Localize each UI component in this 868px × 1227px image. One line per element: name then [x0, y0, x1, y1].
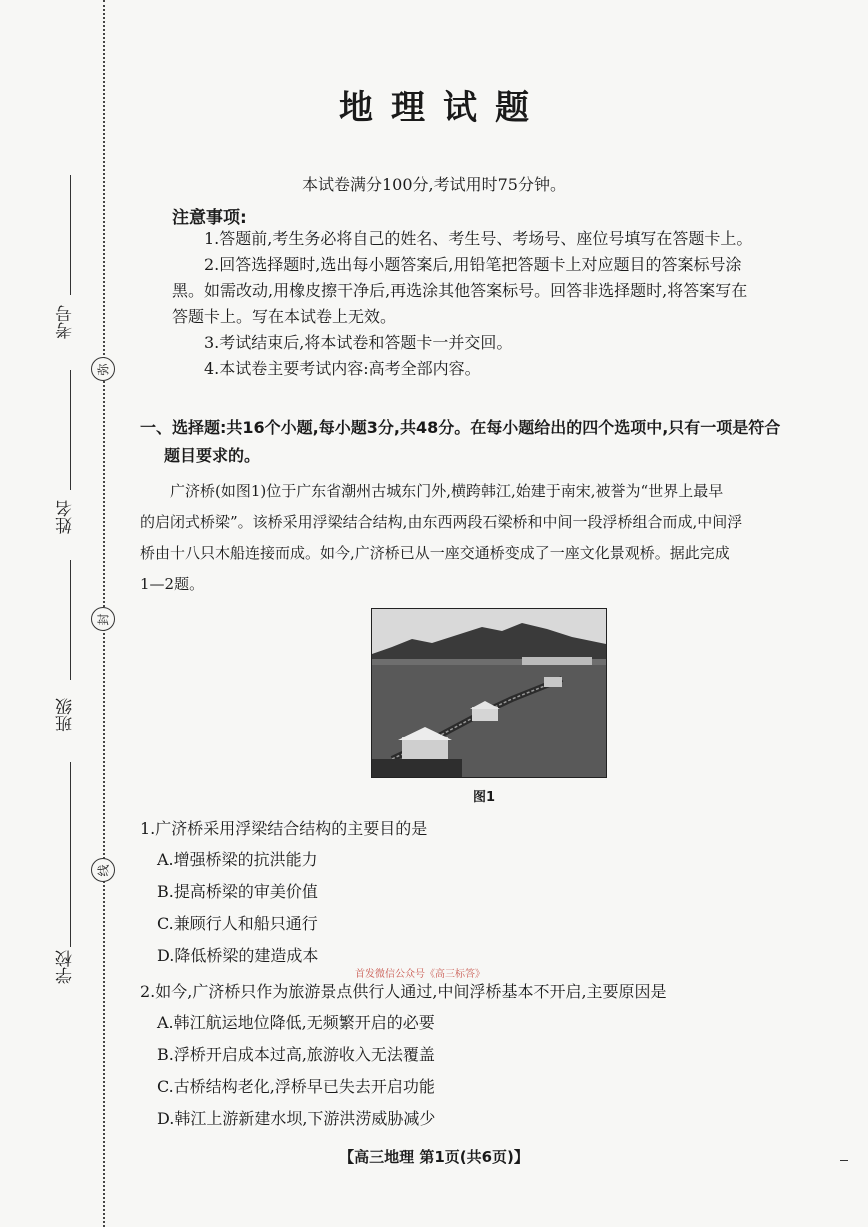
corner-mark [840, 1160, 848, 1161]
watermark-text: 首发微信公众号《高三标答》 [355, 969, 485, 980]
exam-info: 本试卷满分100分,考试用时75分钟。 [302, 175, 566, 194]
notice-item: 黑。如需改动,用橡皮擦干净后,再选涂其他答案标号。回答非选择题时,将答案写在 [172, 281, 748, 300]
name-label: 姓名 [56, 500, 76, 534]
seal-feng: 封 [91, 607, 115, 631]
school-label: 学校 [56, 950, 76, 984]
answer-option: B.浮桥开启成本过高,旅游收入无法覆盖 [157, 1045, 435, 1064]
bridge-photo-image [372, 609, 606, 777]
answer-option: A.韩江航运地位降低,无频繁开启的必要 [157, 1013, 435, 1032]
notice-item: 1.答题前,考生务必将自己的姓名、考生号、考场号、座位号填写在答题卡上。 [204, 229, 753, 248]
answer-option: B.提高桥梁的审美价值 [157, 882, 318, 901]
question-stem: 1.广济桥采用浮梁结合结构的主要目的是 [140, 819, 428, 838]
page-footer: 【高三地理 第1页(共6页)】 [339, 1148, 529, 1166]
answer-option: D.降低桥梁的建造成本 [157, 946, 319, 965]
section-heading-line: 题目要求的。 [164, 446, 261, 465]
name-blank [70, 370, 71, 490]
notice-item: 2.回答选择题时,选出每小题答案后,用铅笔把答题卡上对应题目的答案标号涂 [204, 255, 742, 274]
passage-line: 桥由十八只木船连接而成。如今,广济桥已从一座交通桥变成了一座文化景观桥。据此完成 [140, 544, 730, 562]
answer-option: A.增强桥梁的抗洪能力 [157, 850, 318, 869]
page-title: 地理试题 [339, 88, 547, 128]
passage-line: 的启闭式桥梁”。该桥采用浮梁结合结构,由东西两段石梁桥和中间一段浮桥组合而成,中间浮 [140, 513, 743, 531]
answer-option: C.兼顾行人和船只通行 [157, 914, 318, 933]
passage-line: 广济桥(如图1)位于广东省潮州古城东门外,横跨韩江,始建于南宋,被誉为“世界上最早 [170, 482, 724, 500]
figure-caption: 图1 [472, 790, 496, 805]
answer-option: D.韩江上游新建水坝,下游洪涝威胁减少 [157, 1109, 436, 1128]
notice-heading: 注意事项: [172, 208, 247, 228]
bridge-photo [371, 608, 607, 778]
seal-xian: 线 [91, 858, 115, 882]
notice-item: 3.考试结束后,将本试卷和答题卡一并交回。 [204, 333, 513, 352]
class-label: 班级 [56, 698, 76, 732]
reading-passage [140, 476, 840, 600]
class-blank [70, 560, 71, 680]
section-heading [140, 414, 840, 470]
exam-number-label: 考号 [56, 305, 76, 339]
notice-item: 4.本试卷主要考试内容:高考全部内容。 [204, 359, 481, 378]
seal-mi: 弥 [91, 357, 115, 381]
passage-line: 1—2题。 [140, 575, 205, 593]
section-heading-line: 一、选择题:共16个小题,每小题3分,共48分。在每小题给出的四个选项中,只有一项是符合 [140, 418, 781, 437]
question-stem: 2.如今,广济桥只作为旅游景点供行人通过,中间浮桥基本不开启,主要原因是 [140, 982, 667, 1001]
notice-item: 答题卡上。写在本试卷上无效。 [172, 307, 397, 326]
answer-option: C.古桥结构老化,浮桥早已失去开启功能 [157, 1077, 435, 1096]
